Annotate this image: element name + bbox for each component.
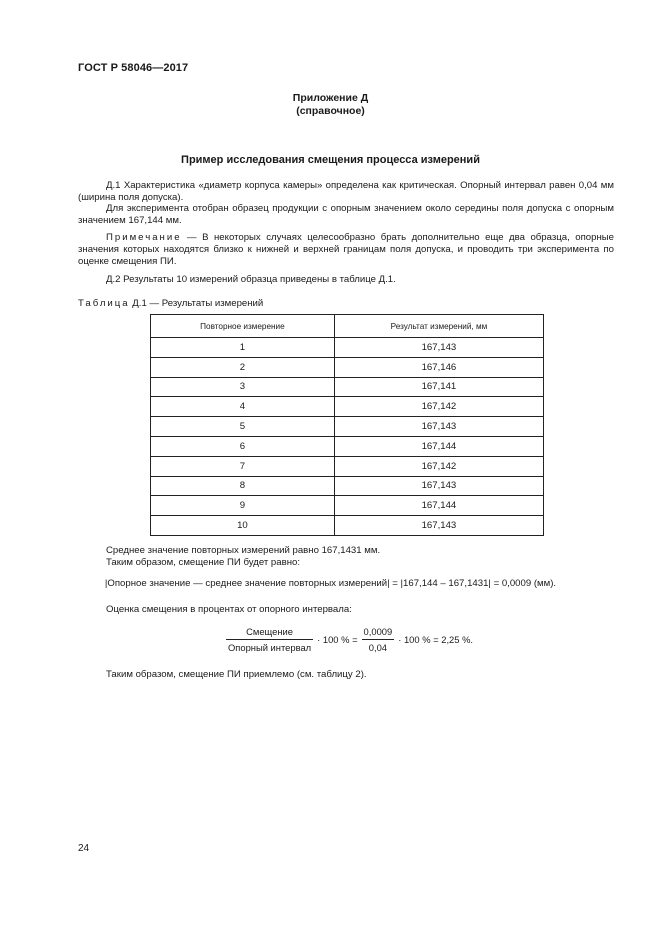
- paragraph-d1-sample: [78, 203, 614, 227]
- cell-measurement: 9: [151, 496, 335, 516]
- fraction-denominator: Опорный интервал: [228, 642, 312, 653]
- fraction-denominator: 0,04: [368, 642, 388, 653]
- cell-result: 167,143: [334, 476, 543, 496]
- table-row: [151, 496, 544, 516]
- cell-measurement: 1: [151, 338, 335, 358]
- table-caption-label: Таблица: [78, 298, 130, 309]
- cell-result: 167,143: [334, 338, 543, 358]
- note-paragraph: [78, 232, 614, 268]
- table-row: [151, 397, 544, 417]
- paragraph-d1: [78, 180, 614, 204]
- cell-result: 167,141: [334, 377, 543, 397]
- results-table: [150, 314, 544, 536]
- column-header-measurement: Повторное измерение: [151, 315, 335, 338]
- cell-result: 167,143: [334, 516, 543, 536]
- section-title: Пример исследования смещения процесса измерений: [181, 154, 480, 166]
- fraction-numerator: 0,0009: [362, 626, 395, 640]
- note-text: — В некоторых случаях целесообразно брать дополнительно еще два образца, опорные значения которых находятся близко к нижней и верхней границам поля допуска, и проводить три эксперимента по оценке смещения ПИ.: [78, 232, 614, 267]
- paragraph-d1-sample-text: Для эксперимента отобран образец продукции с опорным значением около середины поля допуска с опорным значением 167,144 мм.: [78, 203, 614, 226]
- fraction-bias-interval: [226, 626, 313, 653]
- cell-measurement: 3: [151, 377, 335, 397]
- table-header-row: [151, 315, 544, 338]
- table-caption: [78, 298, 263, 309]
- paragraph-d1-text: Д.1 Характеристика «диаметр корпуса камеры» определена как критическая. Опорный интервал равен 0,04 мм (ширина поля допуска).: [78, 180, 614, 203]
- cell-result: 167,142: [334, 397, 543, 417]
- table-row: [151, 456, 544, 476]
- cell-measurement: 5: [151, 417, 335, 437]
- appendix-title: Приложение Д: [292, 92, 369, 104]
- cell-result: 167,143: [334, 417, 543, 437]
- fraction-numerator: Смещение: [226, 626, 313, 640]
- mean-statement: Среднее значение повторных измерений равно 167,1431 мм.: [106, 545, 381, 556]
- cell-measurement: 4: [151, 397, 335, 417]
- result-text: · 100 % = 2,25 %.: [398, 634, 474, 645]
- cell-measurement: 6: [151, 436, 335, 456]
- table-row: [151, 476, 544, 496]
- cell-result: 167,146: [334, 357, 543, 377]
- document-header: ГОСТ Р 58046—2017: [78, 62, 189, 74]
- table-row: [151, 377, 544, 397]
- percent-formula: [226, 626, 473, 653]
- column-header-result: Результат измерений, мм: [334, 315, 543, 338]
- cell-result: 167,142: [334, 456, 543, 476]
- appendix-subtitle: (справочное): [296, 105, 365, 117]
- page-number: 24: [78, 843, 90, 854]
- table-row: [151, 516, 544, 536]
- fraction-values: [362, 626, 395, 653]
- cell-measurement: 7: [151, 456, 335, 476]
- cell-measurement: 10: [151, 516, 335, 536]
- percent-intro: Оценка смещения в процентах от опорного интервала:: [106, 604, 352, 615]
- table-row: [151, 417, 544, 437]
- paragraph-d2: [78, 274, 614, 286]
- cell-result: 167,144: [334, 436, 543, 456]
- cell-result: 167,144: [334, 496, 543, 516]
- table-row: [151, 338, 544, 358]
- note-label: Примечание: [106, 232, 182, 243]
- bias-formula: |Опорное значение — среднее значение повторных измерений| = |167,144 – 167,1431| = 0,0009 (мм).: [104, 578, 557, 589]
- conclusion: Таким образом, смещение ПИ приемлемо (см. таблицу 2).: [106, 669, 367, 680]
- paragraph-d2-text: Д.2 Результаты 10 измерений образца приведены в таблице Д.1.: [106, 274, 396, 285]
- multiplier-text: · 100 % =: [317, 634, 358, 645]
- bias-intro: Таким образом, смещение ПИ будет равно:: [106, 557, 300, 568]
- cell-measurement: 2: [151, 357, 335, 377]
- table-row: [151, 357, 544, 377]
- table-row: [151, 436, 544, 456]
- cell-measurement: 8: [151, 476, 335, 496]
- table-caption-text: Д.1 — Результаты измерений: [129, 298, 264, 309]
